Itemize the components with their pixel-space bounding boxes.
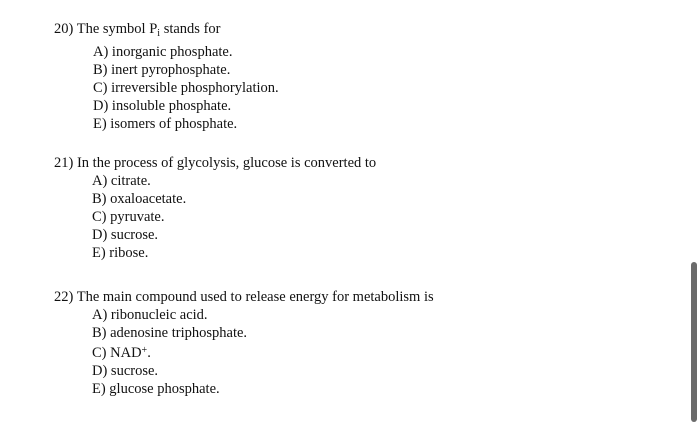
question-stem: [54, 20, 279, 43]
answer-options: [54, 43, 279, 133]
scrollbar-track[interactable]: [686, 0, 700, 424]
scrollbar-thumb[interactable]: [691, 262, 697, 422]
answer-options: [54, 172, 376, 262]
subscript: i: [157, 28, 161, 39]
option-a: A) citrate.: [92, 173, 151, 189]
option-b: B) adenosine triphosphate.: [92, 325, 248, 341]
answer-options: [54, 306, 434, 398]
option-b: B) oxaloacetate.: [92, 191, 187, 207]
stem-text-end: stands for: [160, 21, 221, 37]
stem-text: In the process of glycolysis, glucose is converted to: [76, 155, 377, 171]
superscript: +: [141, 345, 148, 356]
option-b: B) inert pyrophosphate.: [93, 62, 231, 78]
question-number: 20): [54, 21, 74, 37]
option-e: E) isomers of phosphate.: [93, 116, 238, 132]
question-stem: [54, 288, 434, 306]
option-c: [54, 342, 434, 362]
question-number: 21): [54, 155, 74, 171]
option-d: D) sucrose.: [92, 363, 159, 379]
question-20: [54, 20, 279, 133]
stem-text: The main compound used to release energy for metabolism is: [76, 289, 434, 305]
option-e: E) glucose phosphate.: [92, 381, 220, 397]
option-c: C) irreversible phosphorylation.: [93, 80, 279, 96]
option-c-text: C) NAD: [92, 345, 142, 361]
question-22: [54, 288, 434, 398]
question-stem: [54, 154, 376, 172]
option-c-period: .: [147, 345, 151, 361]
option-a: A) inorganic phosphate.: [93, 44, 233, 60]
option-e: E) ribose.: [92, 245, 149, 261]
option-c: C) pyruvate.: [92, 209, 165, 225]
question-21: [54, 154, 376, 262]
stem-text: The symbol P: [76, 21, 158, 37]
option-d: D) sucrose.: [92, 227, 159, 243]
option-a: A) ribonucleic acid.: [92, 307, 208, 323]
option-d: D) insoluble phosphate.: [93, 98, 232, 114]
question-number: 22): [54, 289, 74, 305]
